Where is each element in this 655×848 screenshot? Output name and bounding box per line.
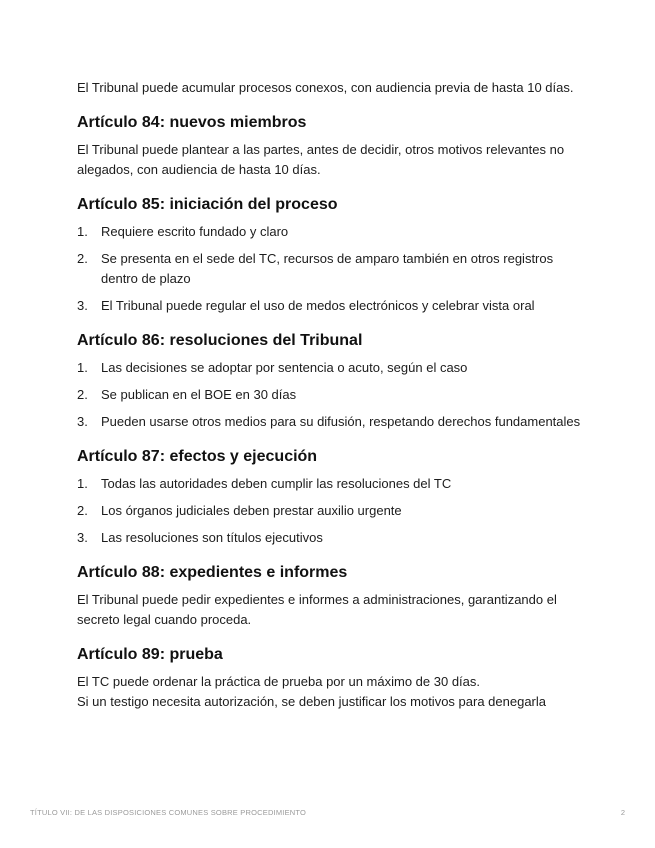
section-articulo-86 [77,330,587,432]
list-item-number: 3. [77,298,88,313]
list-item-number: 3. [77,530,88,545]
list-item-number: 2. [77,251,88,266]
list-item [77,358,587,378]
list-item-text: Se presenta en el sede del TC, recursos de amparo también en otros registros dentro de plazo [101,251,554,286]
list-item-text: El Tribunal puede regular el uso de medos electrónicos y celebrar vista oral [101,298,535,313]
list-item-number: 1. [77,224,88,239]
list-item-text: Requiere escrito fundado y claro [101,224,289,239]
section-heading: Artículo 86: resoluciones del Tribunal [77,332,363,349]
numbered-list [77,474,587,548]
section-heading: Artículo 84: nuevos miembros [77,114,307,131]
section-paragraph: El Tribunal puede plantear a las partes, antes de decidir, otros motivos relevantes no alegados, con audiencia de hasta 10 días. [77,142,565,177]
list-item-text: Se publican en el BOE en 30 días [101,387,297,402]
list-item [77,412,587,432]
list-item-text: Las resoluciones son títulos ejecutivos [101,530,323,545]
list-item [77,296,587,316]
list-item-text: Todas las autoridades deben cumplir las resoluciones del TC [101,476,452,491]
numbered-list [77,222,587,316]
footer-title: TÍTULO VII: DE LAS DISPOSICIONES COMUNES SOBRE PROCEDIMIENTO [30,808,307,817]
section-articulo-87 [77,446,587,548]
list-item-text: Los órganos judiciales deben prestar auxilio urgente [101,503,402,518]
section-heading: Artículo 88: expedientes e informes [77,564,348,581]
section-paragraph: El TC puede ordenar la práctica de prueba por un máximo de 30 días. [77,674,480,689]
list-item-number: 1. [77,476,88,491]
section-paragraph: Si un testigo necesita autorización, se deben justificar los motivos para denegarla [77,694,546,709]
numbered-list [77,358,587,432]
section-paragraph: El Tribunal puede pedir expedientes e informes a administraciones, garantizando el secreto legal cuando proceda. [77,592,557,627]
list-item-number: 3. [77,414,88,429]
list-item [77,222,587,242]
list-item-text: Las decisiones se adoptar por sentencia o acuto, según el caso [101,360,468,375]
list-item-text: Pueden usarse otros medios para su difusión, respetando derechos fundamentales [101,414,581,429]
section-heading: Artículo 89: prueba [77,646,223,663]
list-item-number: 2. [77,503,88,518]
list-item [77,528,587,548]
section-articulo-89 [77,644,587,712]
section-articulo-88 [77,562,587,630]
list-item [77,249,587,289]
list-item-number: 1. [77,360,88,375]
section-articulo-85 [77,194,587,316]
list-item [77,385,587,405]
page-number: 2 [620,808,625,817]
list-item [77,501,587,521]
section-heading: Artículo 85: iniciación del proceso [77,196,338,213]
section-articulo-84 [77,112,587,180]
list-item [77,474,587,494]
list-item-number: 2. [77,387,88,402]
intro-paragraph: El Tribunal puede acumular procesos conexos, con audiencia previa de hasta 10 días. [77,80,574,95]
document-page [77,78,587,712]
section-heading: Artículo 87: efectos y ejecución [77,448,318,465]
